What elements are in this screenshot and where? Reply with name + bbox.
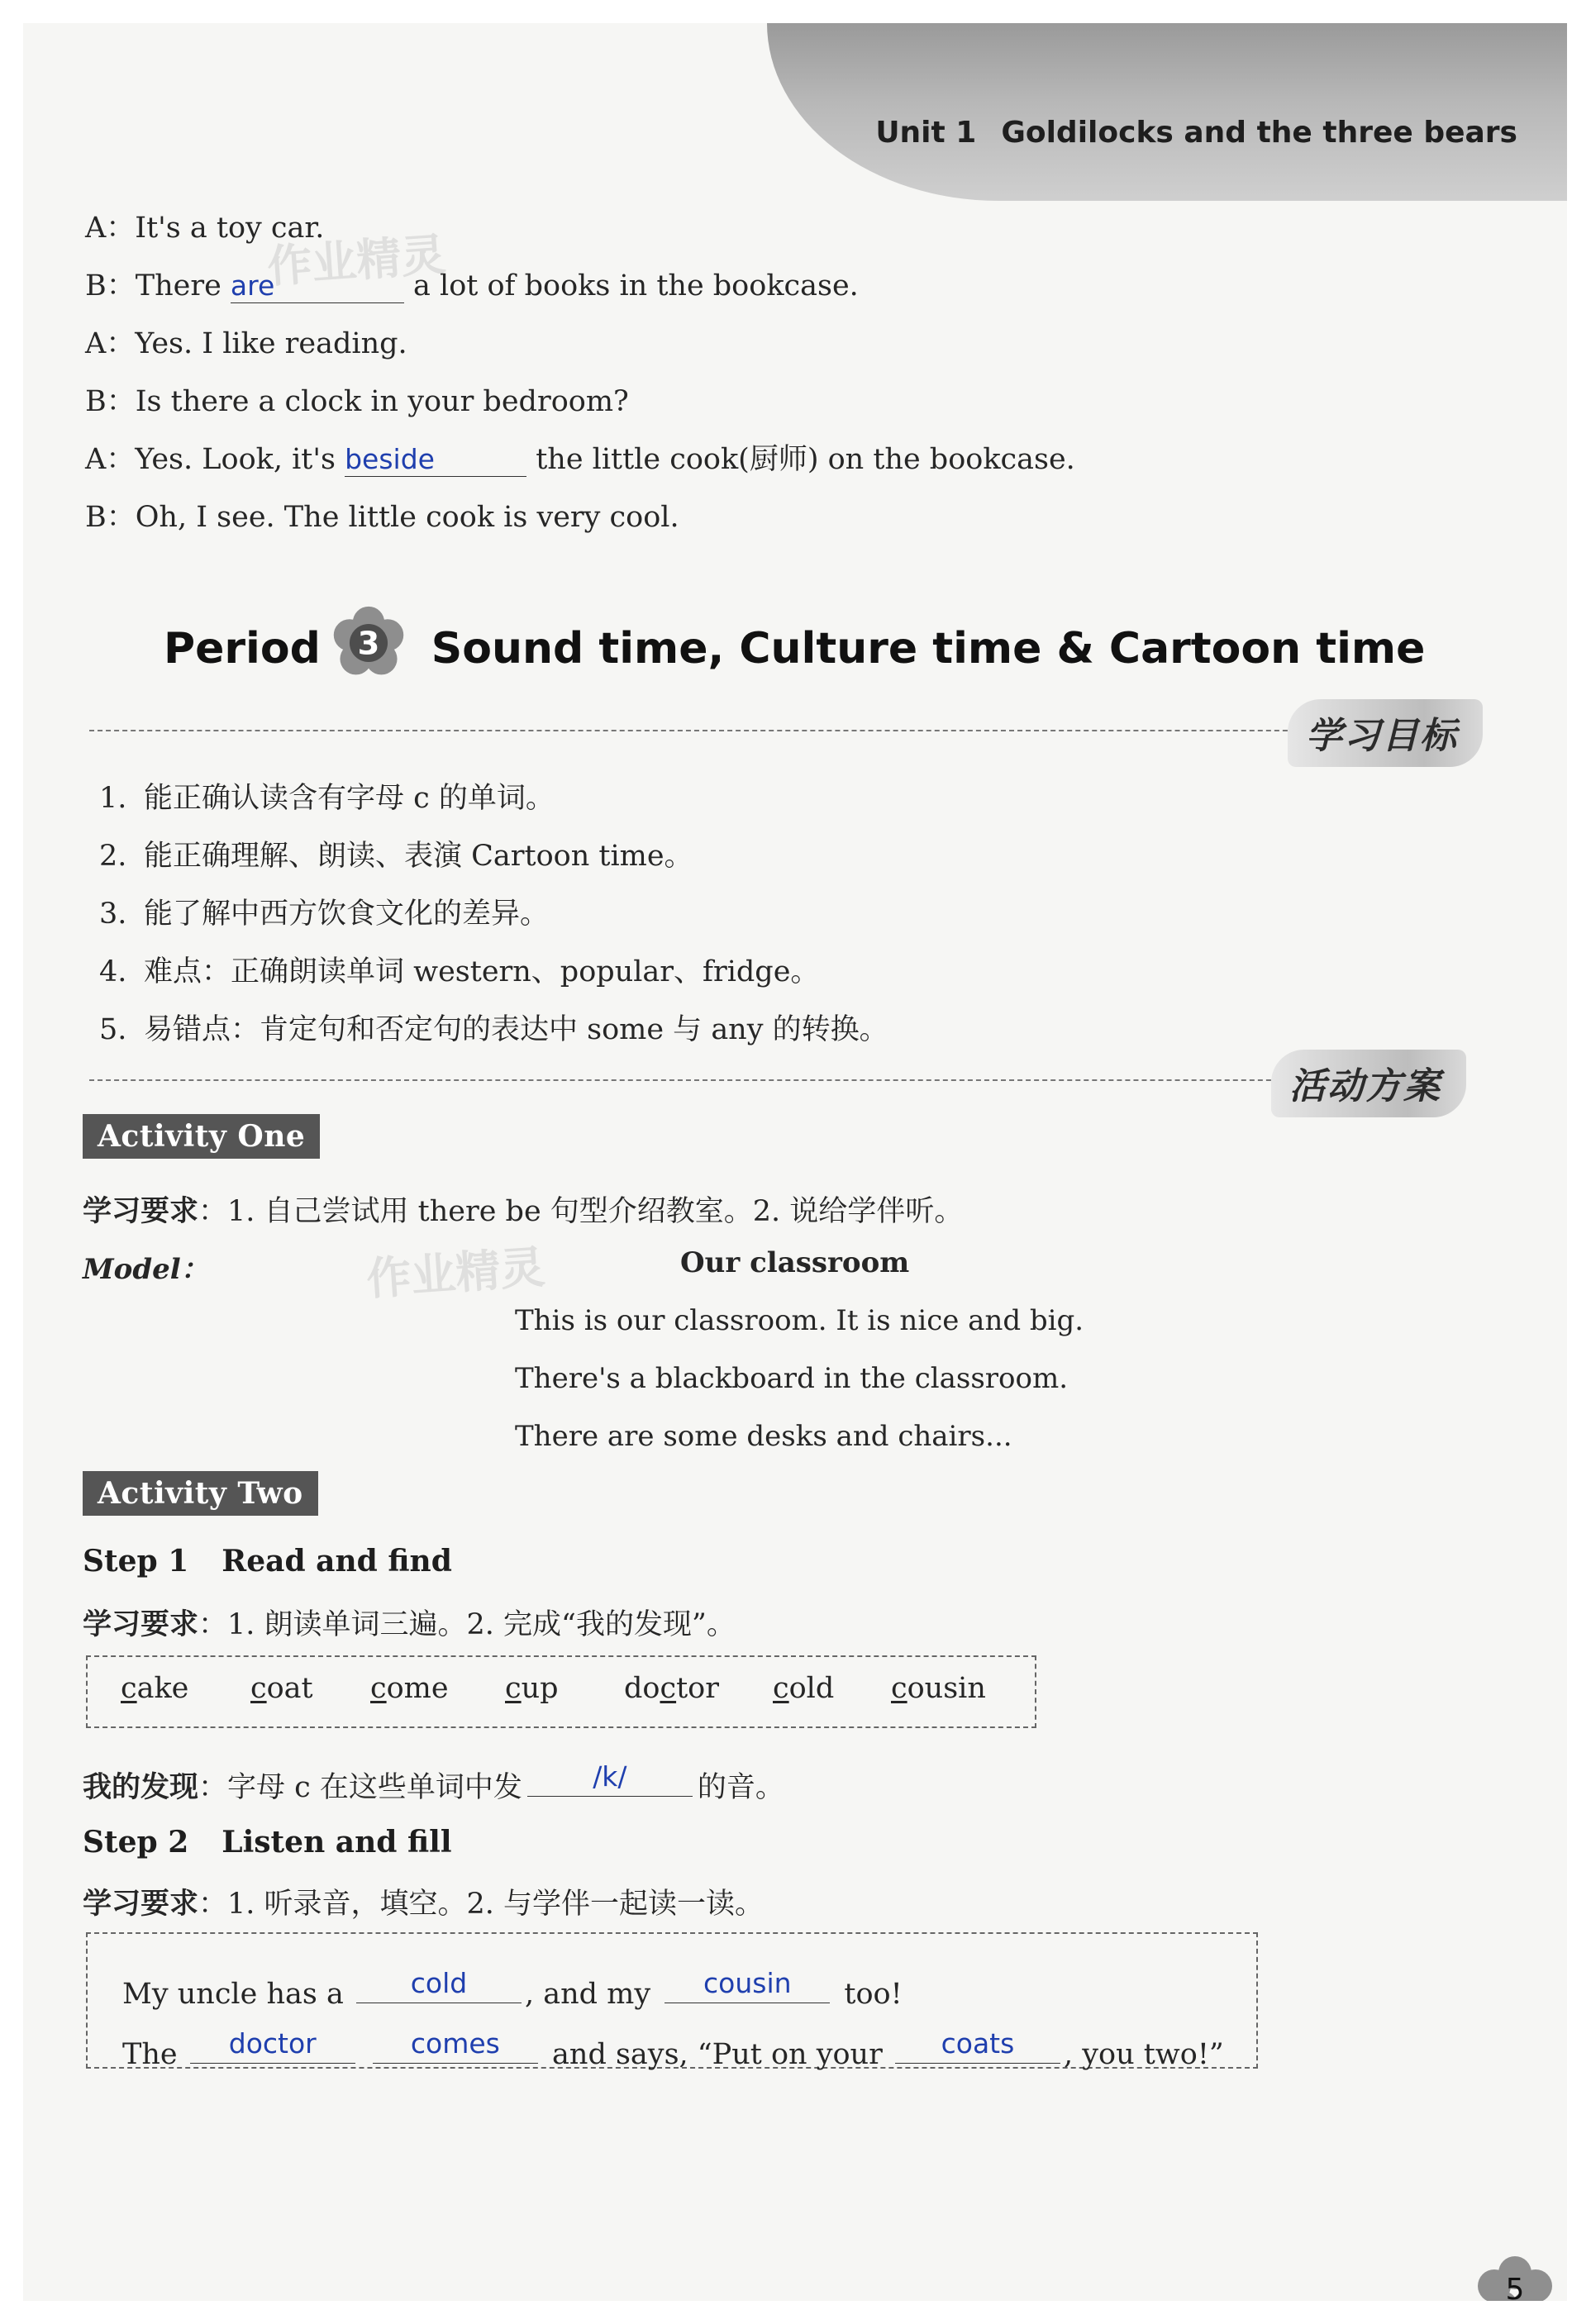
step-2-heading: Step 2 Listen and fill — [83, 1825, 452, 1860]
page-number: 5 — [1505, 2273, 1525, 2307]
word-doctor: doctor — [624, 1672, 719, 1705]
page-number-badge — [1478, 2255, 1552, 2307]
dialogue-line-2 — [85, 263, 859, 304]
model-line: This is our classroom. It is nice and big. — [515, 1304, 1084, 1337]
answer-blank[interactable] — [190, 2027, 355, 2064]
goal-item: 4. 难点：正确朗读单词 western、popular、fridge。 — [99, 955, 820, 988]
dialogue-text: a lot of books in the bookcase. — [403, 269, 859, 302]
speaker: A： — [85, 443, 136, 476]
dialogue-line-5 — [85, 436, 1075, 478]
model-line: There are some desks and chairs... — [515, 1420, 1012, 1453]
period-label: Period — [164, 624, 321, 674]
dialogue-text: Yes. Look, it's — [135, 443, 345, 476]
handwritten-answer: cold — [410, 1967, 468, 1999]
speaker: A： — [85, 212, 136, 245]
answer-blank[interactable] — [527, 1760, 693, 1797]
goal-item: 5. 易错点：肯定句和否定句的表达中 some 与 any 的转换。 — [99, 1013, 888, 1046]
model-label: Model： — [83, 1253, 209, 1286]
answer-blank[interactable] — [356, 1969, 522, 2003]
dialogue-text: the little cook(厨师) on the bookcase. — [526, 443, 1075, 476]
flower-number-icon — [329, 603, 408, 683]
divider — [89, 730, 1321, 731]
unit-title: Goldilocks and the three bears — [1001, 116, 1517, 150]
goal-item: 3. 能了解中西方饮食文化的差异。 — [99, 898, 550, 931]
fill-line-1: My uncle has a cold , and my cousin too! — [122, 1967, 903, 2011]
dialogue-text: There — [135, 269, 231, 302]
handwritten-answer: beside — [345, 443, 435, 475]
dialogue-line-3 — [85, 321, 407, 362]
handwritten-answer: cousin — [703, 1967, 792, 1999]
handwritten-answer: comes — [410, 2027, 500, 2060]
divider — [89, 1079, 1304, 1081]
unit-label: Unit 1 — [875, 116, 977, 150]
period-number: 3 — [357, 625, 380, 663]
step-1-heading: Step 1 Read and find — [83, 1544, 452, 1579]
step-1-requirement: 学习要求：1. 朗读单词三遍。2. 完成“我的发现”。 — [83, 1608, 736, 1641]
dialogue-text: Oh, I see. The little cook is very cool. — [135, 501, 679, 534]
goal-item: 1. 能正确认读含有字母 c 的单词。 — [99, 782, 555, 815]
answer-blank[interactable] — [345, 443, 526, 477]
dialogue-text: Yes. I like reading. — [135, 327, 407, 360]
unit-header — [875, 116, 1517, 150]
step-2-requirement: 学习要求：1. 听录音，填空。2. 与学伴一起读一读。 — [83, 1888, 765, 1921]
section-tag-goals: 学习目标 — [1288, 699, 1483, 767]
period-heading — [164, 620, 1425, 683]
model-title: Our classroom — [680, 1246, 910, 1279]
period-title: Sound time, Culture time & Cartoon time — [431, 624, 1426, 674]
model-line: There's a blackboard in the classroom. — [515, 1362, 1069, 1395]
dialogue-text: It's a toy car. — [135, 212, 325, 245]
activity-one-label: Activity One — [83, 1114, 320, 1159]
word-cold: cold — [773, 1672, 835, 1705]
watermark: 作业精灵 — [265, 228, 448, 293]
answer-blank[interactable] — [665, 1969, 830, 2003]
section-tag-plan: 活动方案 — [1271, 1050, 1466, 1117]
dialogue-text: Is there a clock in your bedroom? — [135, 385, 629, 418]
speaker: B： — [85, 385, 136, 418]
dialogue-line-4 — [85, 379, 629, 420]
word-cousin: cousin — [891, 1672, 986, 1705]
header-band — [767, 23, 1567, 201]
answer-blank[interactable] — [895, 2027, 1060, 2064]
activity-two-label: Activity Two — [83, 1471, 318, 1516]
speaker: A： — [85, 327, 136, 360]
dialogue-line-6 — [85, 494, 679, 536]
handwritten-answer: coats — [941, 2027, 1015, 2060]
activity-one-requirement: 学习要求：1. 自己尝试用 there be 句型介绍教室。2. 说给学伴听。 — [83, 1195, 964, 1228]
goal-item: 2. 能正确理解、朗读、表演 Cartoon time。 — [99, 840, 693, 873]
workbook-page — [23, 23, 1567, 2307]
handwritten-answer: doctor — [228, 2027, 317, 2060]
word-cake: cake — [121, 1672, 189, 1705]
word-cup: cup — [505, 1672, 559, 1705]
speaker: B： — [85, 501, 136, 534]
answer-blank[interactable] — [373, 2027, 538, 2064]
word-coat: coat — [250, 1672, 313, 1705]
watermark: 作业精灵 — [364, 1241, 547, 1306]
fill-line-2: The doctor comes and says, “Put on your coats , you two!” — [122, 2027, 1224, 2071]
speaker: B： — [85, 269, 136, 302]
my-finding: 我的发现：字母 c 在这些单词中发 /k/ 的音。 — [83, 1760, 784, 1804]
word-come: come — [370, 1672, 449, 1705]
handwritten-answer: are — [230, 269, 275, 302]
handwritten-answer: /k/ — [593, 1760, 627, 1793]
